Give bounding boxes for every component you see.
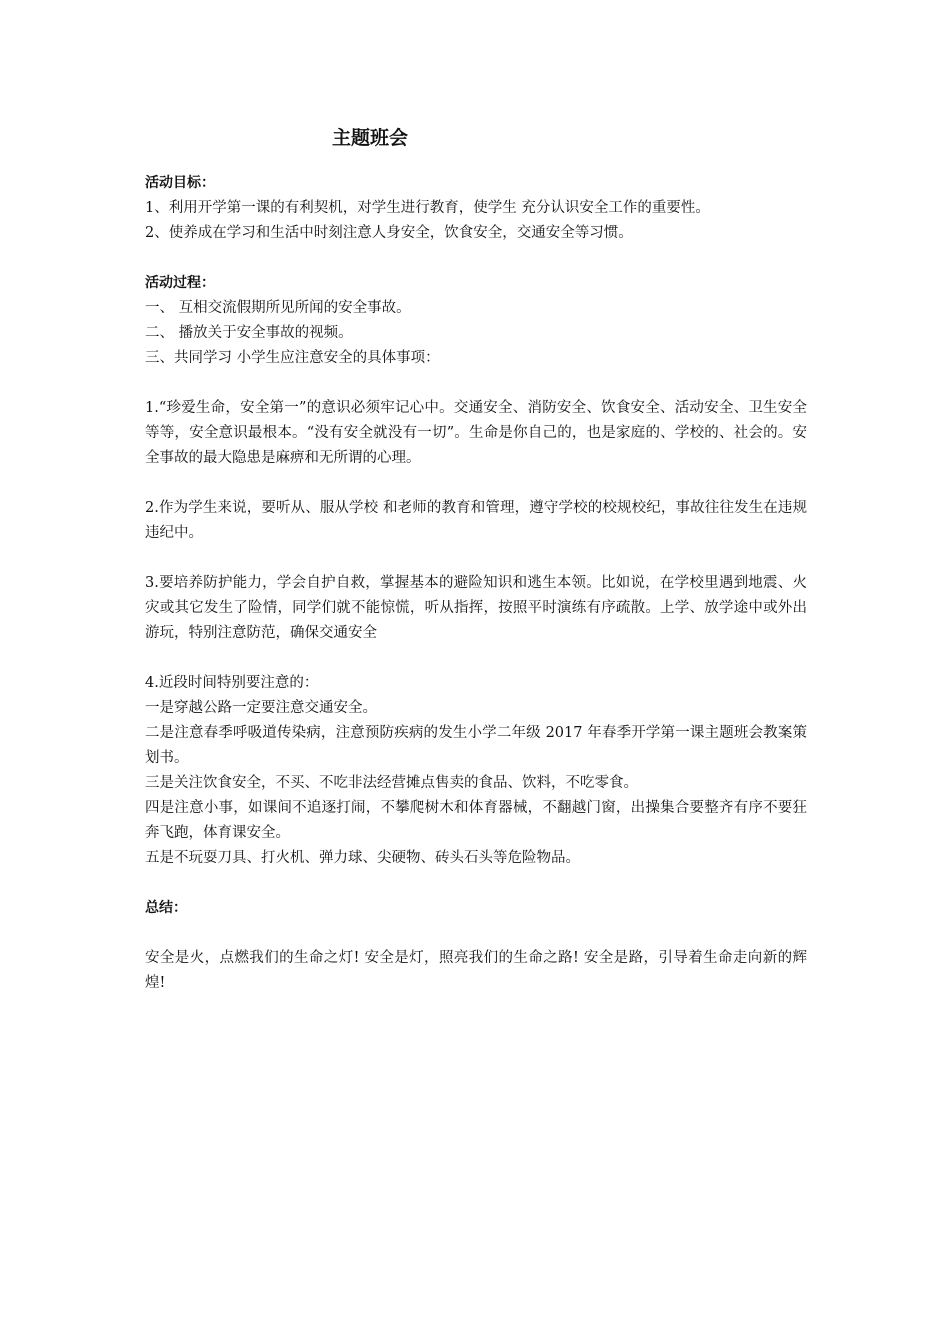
spacer [145, 371, 807, 396]
goal-item: 1、利用开学第一课的有利契机，对学生进行教育，使学生 充分认识安全工作的重要性。 [145, 200, 710, 216]
safety-point: 1.“珍爱生命，安全第一”的意识必须牢记心中。交通安全、消防安全、饮食安全、活动安全、卫生安全等等，安全意识最根本。“没有安全就没有一切”。生命是你自己的，也是家庭的、学校的、社会的。安全事故的最大隐患是麻痹和无所谓的心理。 [145, 400, 807, 466]
spacer [145, 246, 807, 271]
spacer [145, 471, 807, 496]
process-heading: 活动过程： [145, 275, 215, 291]
recent-item: 四是注意小事，如课间不追逐打闹，不攀爬树木和体育器械，不翻越门窗，出操集合要整齐有序不要狂奔飞跑，体育课安全。 [145, 800, 807, 841]
spacer [145, 921, 807, 946]
recent-item: 二是注意春季呼吸道传染病，注意预防疾病的发生小学二年级 2017 年春季开学第一课主题班会教案策划书。 [145, 725, 807, 766]
goals-section [145, 171, 807, 246]
recent-item: 一是穿越公路一定要注意交通安全。 [145, 700, 377, 716]
process-section [145, 271, 807, 871]
recent-item: 五是不玩耍刀具、打火机、弹力球、尖硬物、砖头石头等危险物品。 [145, 850, 580, 866]
summary-text: 安全是火，点燃我们的生命之灯! 安全是灯，照亮我们的生命之路! 安全是路，引导着生命走向新的辉煌! [145, 950, 807, 991]
summary-section [145, 896, 807, 996]
safety-point: 2.作为学生来说，要听从、服从学校 和老师的教育和管理，遵守学校的校规校纪，事故往往发生在违规违纪中。 [145, 500, 807, 541]
process-step: 二、 播放关于安全事故的视频。 [145, 325, 353, 341]
goals-heading: 活动目标： [145, 175, 215, 191]
spacer [145, 871, 807, 896]
document-body [145, 122, 807, 996]
summary-heading: 总结： [145, 900, 187, 916]
document-title: 主题班会 [332, 127, 409, 149]
process-step: 三、共同学习 小学生应注意安全的具体事项： [145, 350, 440, 366]
process-step: 一、 互相交流假期所见所闻的安全事故。 [145, 300, 411, 316]
spacer [145, 546, 807, 571]
recent-item: 三是关注饮食安全，不买、不吃非法经营摊点售卖的食品、饮料，不吃零食。 [145, 775, 638, 791]
goal-item: 2、使养成在学习和生活中时刻注意人身安全，饮食安全，交通安全等习惯。 [145, 225, 633, 241]
recent-heading: 4.近段时间特别要注意的： [145, 675, 319, 691]
spacer [145, 646, 807, 671]
safety-point: 3.要培养防护能力，学会自护自救，掌握基本的避险知识和逃生本领。比如说，在学校里遇到地震、火灾或其它发生了险情，同学们就不能惊慌，听从指挥，按照平时演练有序疏散。上学、放学途中或外出游玩，特别注意防范，确保交通安全 [145, 575, 807, 641]
